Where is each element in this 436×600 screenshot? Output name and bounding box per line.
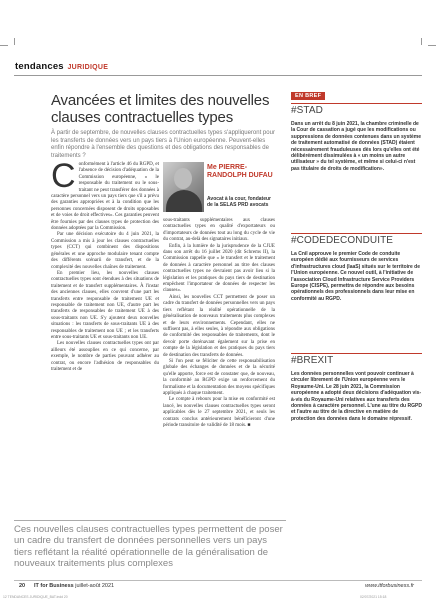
body-paragraph: Le compte à rebours pour la mise en conformité est lancé, les nouvelles clauses contractuelles types seront applicables dès le 27 septembre 2021, et seuls les contrats conclus antérieurement bénéficieront d'une période transitoire de validité de 18 mois. ■ bbox=[163, 397, 275, 428]
rubric-title: tendances bbox=[15, 61, 64, 72]
print-slug: 12 TENDANCES JURIDIQUE_BAT.indd 20 bbox=[3, 595, 68, 599]
body-paragraph: Par une décision exécutoire du 4 juin 2021, la Commission a mis à jour les clauses contractuelles types (CCT) qui combinent des dispositions générales et une approche modulaire tenant compte des différents scénarii de transfert, et de la complexité des nouvelles chaînes de traitement. bbox=[51, 232, 159, 270]
author-role: Avocat à la cour, fondateur de la SELAS PRD avocats bbox=[207, 196, 271, 208]
page-footer bbox=[14, 583, 422, 591]
pullquote-rule bbox=[14, 520, 286, 521]
magazine-name: IT for Business juillet-août 2021 bbox=[34, 583, 115, 589]
sidebar-hashtag: #CODEDECONDUITE bbox=[291, 235, 394, 246]
article-headline: Avancées et limites des nouvelles clauses contractuelles types bbox=[51, 92, 270, 126]
body-column-1 bbox=[51, 157, 159, 373]
drop-cap: C bbox=[51, 157, 76, 195]
pull-quote: Ces nouvelles clauses contractuelles types permettent de poser un cadre du transfert de données personnelles vers un pays tiers reflétant la réalité opérationnelle de la généralisation de nouveaux traitements plus complexes bbox=[14, 524, 283, 570]
crop-mark bbox=[428, 45, 436, 46]
article-standfirst: À partir de septembre, de nouvelles clauses contractuelles types s'appliqueront pour les transferts de données vers un pays tiers à l'Union européenne. Peuvent-elles enfin répondre à l'ensemble des questions et des obligations des responsables de traitements ? bbox=[51, 130, 275, 159]
sidebar-hashtag: #BREXIT bbox=[291, 355, 334, 366]
sidebar-label: EN BREF bbox=[291, 92, 325, 100]
body-paragraph: En premier lieu, les nouvelles clauses contractuelles types sont étendues à des situations de traitement et de transfert supplémentaires. À l'instar des anciennes clauses, elles couvrent d'une part les transferts entre responsable de traitement UE et responsable de traitement non UE, d'autre part les transferts de responsables de traitement UE à des sous-traitants non UE. S'y ajoutent deux nouvelles situations : les transferts de sous-traitants UE à des responsables de traitement non UE ; et les transferts entre sous-traitants UE et sous-traitants non UE. bbox=[51, 270, 159, 340]
body-paragraph: Ainsi, les nouvelles CCT permettent de poser un cadre du transfert de données personnelles vers un pays tiers reflétant la réalité opérationnelle de la généralisation de nouveaux traitements plus complexes et de leurs environnements. Cependant, elles ne suffisent pas, à elles seules, à répondre aux obligations de conformité des responsables de traitements, dont le devoir porte dorénavant également sur la prise en compte de la législation et des pratiques du pays tiers de destination des transferts de données. bbox=[163, 294, 275, 358]
crop-mark bbox=[14, 38, 15, 45]
sidebar-rule bbox=[291, 103, 422, 104]
sidebar-rule bbox=[291, 233, 422, 234]
body-paragraph: sous-traitants supplémentaires aux clauses contractuelles types en qualité d'exportateurs ou d'importateurs de données tout au long du cycle de vie du contrat, au-delà des signataires initiaux. bbox=[163, 218, 275, 243]
rubric-tag: JURIDIQUE bbox=[67, 64, 109, 71]
crop-mark bbox=[0, 45, 8, 46]
sidebar-brief: Les données personnelles vont pouvoir continuer à circuler librement de l'Union européenne vers le Royaume-Uni. Le 28 juin 2021, la Commission européenne a adopté deux décisions d'adéquation vis-à-vis du Royaume-Uni relatives aux transferts des données à caractère personnel. L'une au titre du RGPD et l'autre au titre de la directive en matière de protection des données dans le domaine répressif. bbox=[291, 371, 422, 422]
section-rubric bbox=[15, 61, 108, 72]
body-paragraph: Conformément à l'article 46 du RGPD, et l'absence de décision d'adéquation de la Commission européenne, « le responsable du traitement ou le sous-traitant ne peut transférer des données à caractère personnel vers un pays tiers que s'il a prévu des garanties appropriées et à la condition que les personnes concernées disposent de droits opposables et de voies de droit effectives». Ces garanties peuvent être fournies par des clauses types de protection des données adoptées par la Commission. bbox=[51, 157, 159, 232]
author-name: Me PIERRE-RANDOLPH DUFAU bbox=[207, 164, 273, 179]
sidebar-hashtag: #STAD bbox=[291, 105, 323, 116]
footer-rule bbox=[14, 580, 422, 581]
magazine-url: www.itforbusiness.fr bbox=[365, 583, 414, 589]
print-timestamp: 02/07/2021 15:18 bbox=[360, 595, 387, 599]
body-paragraph: Les nouvelles clauses contractuelles types ont par ailleurs été assouplies en ce qui concerne, par exemple, le nombre de parties pouvant adhérer au contrat, ou encore l'adhésion de responsables du traitement et de bbox=[51, 341, 159, 372]
sidebar-brief: Dans un arrêt du 8 juin 2021, la chambre criminelle de la Cour de cassation a jugé que les modifications ou suppressions de données contenues dans un système de traitement automatisé de données (STAD) étaient nécessairement frauduleuses dès lors qu'elles ont été délibérément dissimulées à « un moins un autre utilisateur » du tel système, et même si celui-ci n'est pas titulaire de droits de modification». bbox=[291, 121, 422, 172]
sidebar-rule bbox=[291, 353, 422, 354]
news-brief-sidebar bbox=[291, 92, 422, 504]
header-rule bbox=[14, 75, 422, 76]
body-column-2 bbox=[163, 162, 275, 429]
body-paragraph: Enfin, à la lumière de la jurisprudence de la CJUE dans son arrêt du 16 juillet 2020 (dit Schrems II), la Commission rappelle que « le transfert et le traitement de données à caractère personnel au titre des clauses contractuelles types ne devraient pas avoir lieu si la législation et les pratiques du pays tiers de destination empêchent l'importateur de données de respecter les clauses». bbox=[163, 243, 275, 294]
page-number: 20 bbox=[19, 583, 26, 589]
sidebar-brief: La Cnil approuve le premier Code de conduite européen dédié aux fournisseurs de services d'infrastructures cloud (IaaS) situés sur le territoire de l'Union européenne. Ce nouvel outil, à l'initiative de l'association Cloud Infrastructure Service Providers Europe (CISPE), permettra de répondre aux besoins opérationnels des professionnels dans leur mise en conformité au RGPD. bbox=[291, 251, 421, 302]
crop-mark bbox=[421, 38, 422, 45]
body-paragraph: Si l'on peut se féliciter de cette responsabilisation globale des échanges de données et de la sécurité qu'elle apporte, force est de constater que, de nouveau, la conformité au RGPD exige un renforcement du formalisme et la documentation des moyens spécifiques appliqués à chaque traitement. bbox=[163, 358, 275, 396]
